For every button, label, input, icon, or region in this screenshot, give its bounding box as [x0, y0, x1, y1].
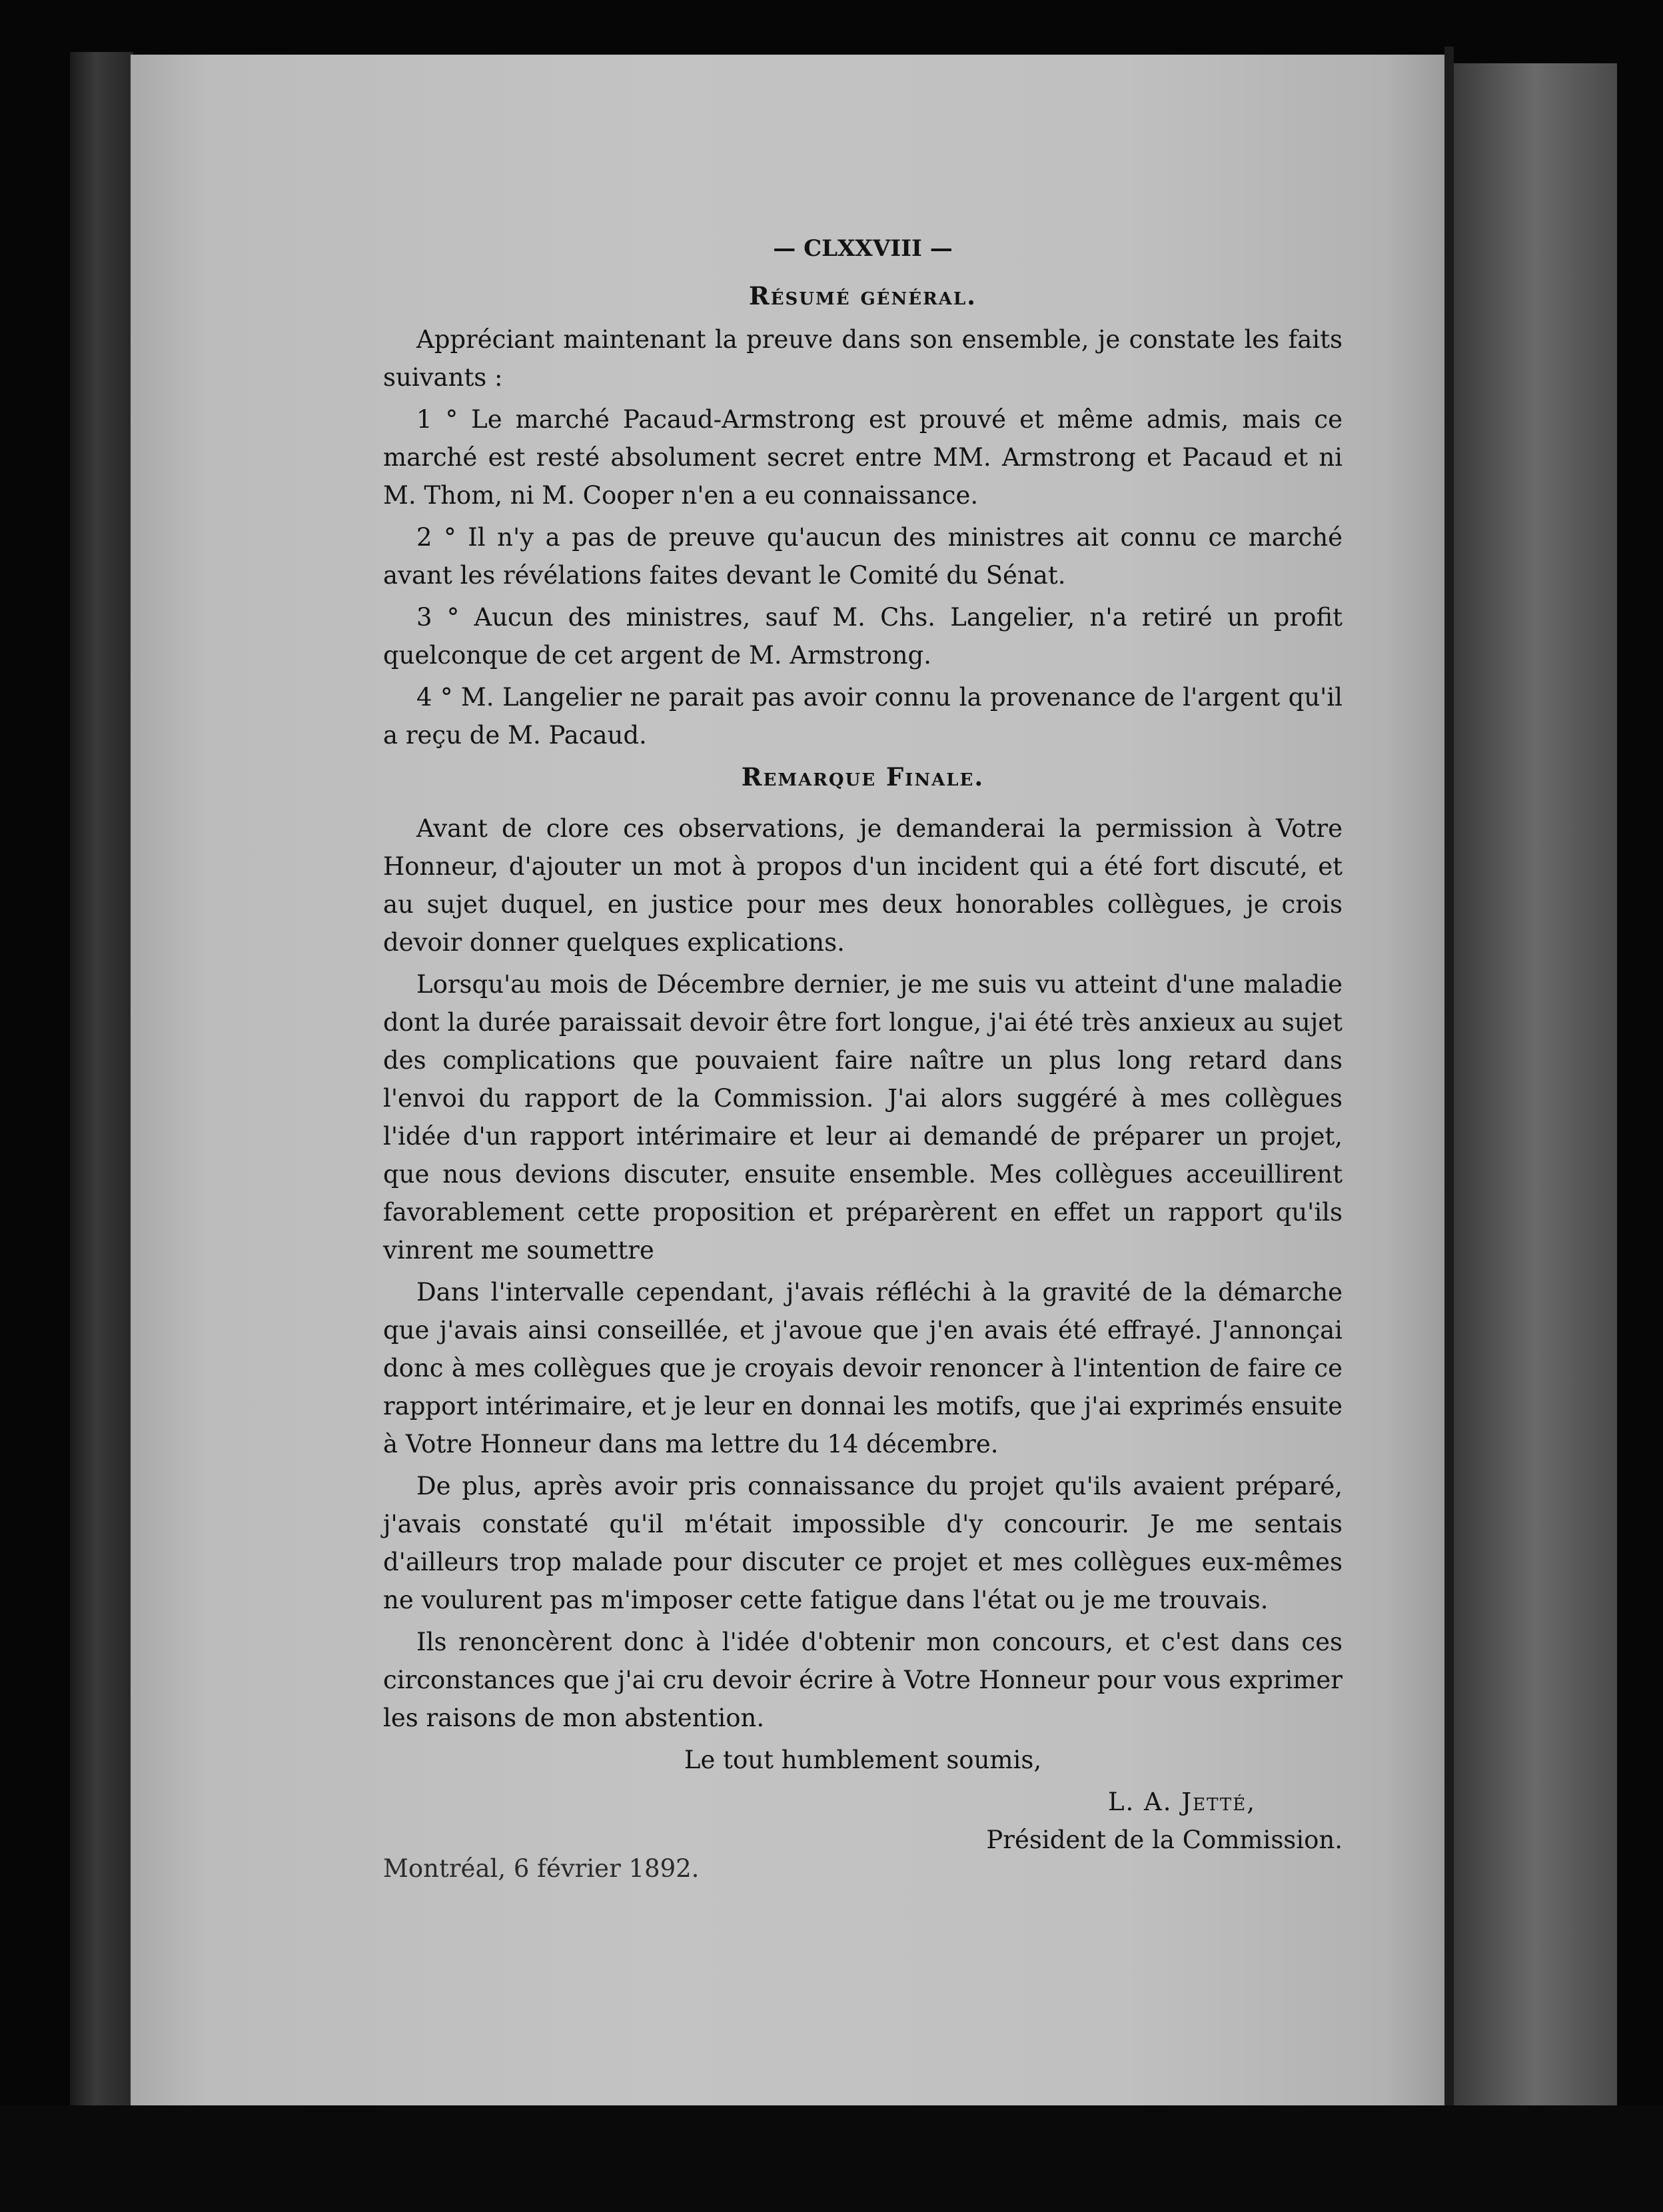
list-item-4: 4 ° M. Langelier ne parait pas avoir connu la provenance de l'argent qu'il a reçu de M. Pacaud.	[383, 683, 1343, 750]
signature-title: Président de la Commission.	[986, 1826, 1343, 1854]
list-item-3: 3 ° Aucun des ministres, sauf M. Chs. Langelier, n'a retiré un profit quelconque de cet argent de M. Armstrong.	[383, 603, 1343, 670]
intro-paragraph: Appréciant maintenant la preuve dans son ensemble, je constate les faits suivants :	[383, 325, 1343, 392]
book-binding	[70, 52, 133, 2117]
paragraph-5: Ils renoncèrent donc à l'idée d'obtenir mon concours, et c'est dans ces circonstances que j'ai cru devoir écrire à Votre Honneur pour vous exprimer les raisons de mon abstention.	[383, 1628, 1343, 1732]
document-text	[383, 230, 1343, 1888]
facing-page-strip	[1454, 63, 1617, 2109]
bottom-margin	[0, 2105, 1663, 2212]
place-date: Montréal, 6 février 1892.	[383, 1854, 700, 1883]
list-item-2: 2 ° Il n'y a pas de preuve qu'aucun des ministres ait connu ce marché avant les révélations faites devant le Comité du Sénat.	[383, 523, 1343, 590]
paragraph-2: Lorsqu'au mois de Décembre dernier, je me suis vu atteint d'une maladie dont la durée paraissait devoir être fort longue, j'ai été très anxieux au sujet des complications que pouvaient faire naître un plus long retard dans l'envoi du rapport de la Commission. J'ai alors suggéré à mes collègues l'idée d'un rapport intérimaire et leur ai demandé de préparer un projet, que nous devions discuter, ensuite ensemble. Mes collègues acceuillirent favorablement cette proposition et préparèrent en effet un rapport qu'ils vinrent me soumettre	[383, 970, 1343, 1265]
list-item-1: 1 ° Le marché Pacaud-Armstrong est prouvé et même admis, mais ce marché est resté absolument secret entre MM. Armstrong et Pacaud et ni M. Thom, ni M. Cooper n'en a eu connaissance.	[383, 405, 1343, 510]
page-number: — CLXXVIII —	[773, 235, 953, 262]
page-edge	[1444, 47, 1454, 2119]
paragraph-4: De plus, après avoir pris connaissance du projet qu'ils avaient préparé, j'avais constaté qu'il m'était impossible d'y concourir. Je me sentais d'ailleurs trop malade pour discuter ce projet et mes collègues eux-mêmes ne voulurent pas m'imposer cette fatigue dans l'état ou je me trouvais.	[383, 1472, 1343, 1614]
signature-name: L. A. Jetté,	[1107, 1788, 1256, 1816]
section-heading-resume: Résumé général.	[748, 281, 977, 310]
closing-line: Le tout humblement soumis,	[684, 1746, 1042, 1774]
section-heading-remarque: Remarque Finale.	[741, 762, 985, 792]
paragraph-3: Dans l'intervalle cependant, j'avais réfléchi à la gravité de la démarche que j'avais ainsi conseillée, et j'avoue que j'en avais été effrayé. J'annonçai donc à mes collègues que je croyais devoir renoncer à l'intention de faire ce rapport intérimaire, et je leur en donnai les motifs, que j'ai exprimés ensuite à Votre Honneur dans ma lettre du 14 décembre.	[383, 1278, 1343, 1458]
paragraph-1: Avant de clore ces observations, je demanderai la permission à Votre Honneur, d'ajouter un mot à propos d'un incident qui a été fort discuté, et au sujet duquel, en justice pour mes deux honorables collègues, je crois devoir donner quelques explications.	[383, 814, 1343, 957]
